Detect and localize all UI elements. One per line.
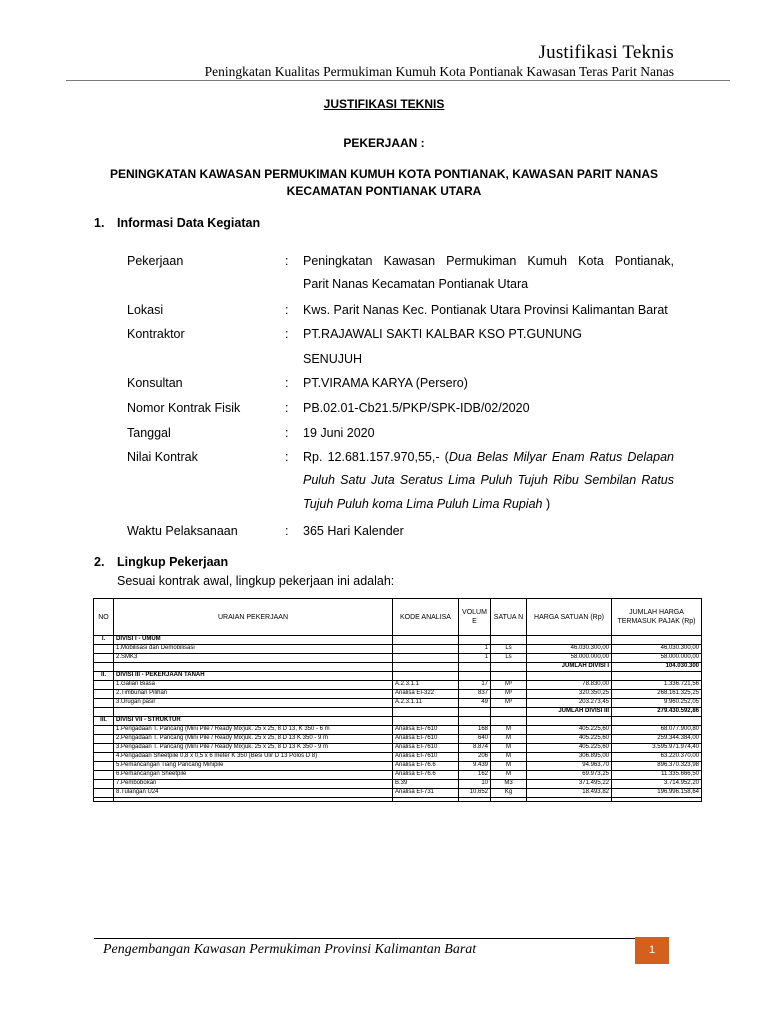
cell-harga: 405.225,60 <box>527 744 612 753</box>
field-label: Waktu Pelaksanaan <box>127 524 238 538</box>
cell-desc: DIVISI III - PEKERJAAN TANAH <box>114 672 393 681</box>
header-kode: KODE ANALISA <box>393 599 459 636</box>
cell-vol: 17 <box>459 681 491 690</box>
field-value: PT.VIRAMA KARYA (Persero) <box>303 376 468 390</box>
cell-desc: 4.Pengadaan Sheetpile 0,8 x 0,5 x 6 meter K 350 (Besi Ulir D 13 Polos D 8) <box>114 753 393 762</box>
cell-kode: A.2.3.1.1 <box>393 681 459 690</box>
cell-empty <box>94 798 114 802</box>
cell-no <box>94 771 114 780</box>
table-row <box>94 690 702 699</box>
cell-desc: 1.Mobilisasi dan Demobilisasi <box>114 645 393 654</box>
cell-kode: A.2.3.1.11 <box>393 699 459 708</box>
field-colon: : <box>285 401 289 415</box>
cell-harga <box>527 672 612 681</box>
amount-in-words-cont: Puluh Satu Juta Seratus Lima Puluh Tujuh Ribu Sembilan Ratus <box>303 473 674 487</box>
cell-sat: Kg <box>491 789 527 798</box>
cell-empty <box>393 798 459 802</box>
cell-vol <box>459 708 491 717</box>
cell-empty <box>612 798 702 802</box>
cell-no <box>94 690 114 699</box>
cell-vol <box>459 636 491 645</box>
cell-jumlah: 63.220.370,00 <box>612 753 702 762</box>
cell-vol: 49 <box>459 699 491 708</box>
table-row <box>94 735 702 744</box>
table-body <box>94 636 702 802</box>
cell-no <box>94 744 114 753</box>
field-colon: : <box>285 524 289 538</box>
cell-sat <box>491 663 527 672</box>
table-subtotal-row <box>94 708 702 717</box>
cell-harga: 405.225,60 <box>527 735 612 744</box>
cell-jumlah: 259.344.384,00 <box>612 735 702 744</box>
field-label: Pekerjaan <box>127 254 184 268</box>
close-paren: ) <box>545 497 551 511</box>
cell-vol: 10.652 <box>459 789 491 798</box>
header-volume: VOLUM E <box>459 599 491 636</box>
table-row <box>94 681 702 690</box>
cell-sat: M³ <box>491 690 527 699</box>
cell-jumlah: 196.996.158,64 <box>612 789 702 798</box>
cell-sat: M <box>491 753 527 762</box>
field-label: Nilai Kontrak <box>127 450 198 464</box>
table-header-row <box>94 599 702 636</box>
table-end-row <box>94 798 702 802</box>
cell-harga: 46.030.300,00 <box>527 645 612 654</box>
field-colon: : <box>285 303 289 317</box>
cell-sat: M3 <box>491 780 527 789</box>
cell-kode <box>393 663 459 672</box>
field-nilai-kontrak <box>127 450 674 520</box>
cell-harga: 371.495,22 <box>527 780 612 789</box>
cell-jumlah <box>612 672 702 681</box>
table-row <box>94 699 702 708</box>
field-colon: : <box>285 376 289 390</box>
cell-no: III. <box>94 717 114 726</box>
cell-desc: DIVISI VII - STRUKTUR <box>114 717 393 726</box>
cell-kode <box>393 645 459 654</box>
cell-vol: 9.439 <box>459 762 491 771</box>
cell-harga: 306.895,00 <box>527 753 612 762</box>
cell-jumlah <box>612 636 702 645</box>
page-number: 1 <box>635 937 669 964</box>
field-value-cont: SENUJUH <box>303 352 363 366</box>
table-row <box>94 789 702 798</box>
header-jumlah: JUMLAH HARGA TERMASUK PAJAK (Rp) <box>612 599 702 636</box>
cell-desc <box>114 708 393 717</box>
cell-desc: 5.Pemancangan Tiang Pancang Minipile <box>114 762 393 771</box>
footer-text: Pengembangan Kawasan Permukiman Provinsi Kalimantan Barat <box>103 942 477 957</box>
cell-kode <box>393 708 459 717</box>
field-label: Kontraktor <box>127 327 185 341</box>
cell-desc: 2.SMK3 <box>114 654 393 663</box>
cell-harga: JUMLAH DIVISI III <box>527 708 612 717</box>
field-label: Tanggal <box>127 426 171 440</box>
field-value: Peningkatan Kawasan Permukiman Kumuh Kota Pontianak, <box>303 254 674 268</box>
cell-jumlah: 104.030.300 <box>612 663 702 672</box>
header-no: NO <box>94 599 114 636</box>
cell-jumlah: 9.960.252,05 <box>612 699 702 708</box>
cell-sat: Ls <box>491 645 527 654</box>
field-value: PT.RAJAWALI SAKTI KALBAR KSO PT.GUNUNG <box>303 327 582 341</box>
cell-jumlah: 58.000.000,00 <box>612 654 702 663</box>
cell-kode: Analisa EI-731 <box>393 789 459 798</box>
cell-harga: 320.350,25 <box>527 690 612 699</box>
cell-empty <box>527 798 612 802</box>
field-colon: : <box>285 327 289 341</box>
section2-number: 2. <box>94 555 105 569</box>
field-colon: : <box>285 450 289 464</box>
table-division-row <box>94 717 702 726</box>
field-label: Lokasi <box>127 303 164 317</box>
cell-sat: M³ <box>491 699 527 708</box>
cell-vol: 168 <box>459 726 491 735</box>
cell-no: II. <box>94 672 114 681</box>
cell-harga <box>527 717 612 726</box>
project-title-line1: PENINGKATAN KAWASAN PERMUKIMAN KUMUH KOTA PONTIANAK, KAWASAN PARIT NANAS <box>110 167 658 181</box>
cell-kode: Analisa EI-322 <box>393 690 459 699</box>
cell-desc: 2.Timbunan Pilihan <box>114 690 393 699</box>
cell-desc <box>114 663 393 672</box>
cell-sat: M <box>491 762 527 771</box>
cell-desc: 3.Urugan pasir <box>114 699 393 708</box>
cell-no <box>94 654 114 663</box>
cell-harga: 405.225,60 <box>527 726 612 735</box>
cell-no <box>94 789 114 798</box>
field-value: 365 Hari Kalender <box>303 524 404 538</box>
cell-jumlah: 11.335.666,50 <box>612 771 702 780</box>
cell-vol: 10 <box>459 780 491 789</box>
table-division-row <box>94 672 702 681</box>
section1-title: Informasi Data Kegiatan <box>117 216 261 230</box>
cell-harga: 78.830,00 <box>527 681 612 690</box>
amount-in-words-last: Tujuh Puluh koma Lima Puluh Lima Rupiah <box>303 497 543 511</box>
cell-jumlah <box>612 717 702 726</box>
cell-no <box>94 645 114 654</box>
cell-vol: 640 <box>459 735 491 744</box>
contract-amount: Rp. 12.681.157.970,55,- <box>303 450 440 464</box>
boq-table <box>93 598 701 802</box>
cell-no <box>94 780 114 789</box>
cell-kode <box>393 717 459 726</box>
cell-desc: 2.Pengadaan T. Pancang (Mini Pile / Ready Mix)uk. 25 x 25, 8 D 13 K 350 - 9 m <box>114 735 393 744</box>
header-rule <box>66 80 730 81</box>
cell-jumlah: 896.370.323,98 <box>612 762 702 771</box>
cell-kode: Analisa EI-7610 <box>393 753 459 762</box>
cell-desc: 1.Galian Biasa <box>114 681 393 690</box>
cell-vol: 8.874 <box>459 744 491 753</box>
cell-vol <box>459 717 491 726</box>
cell-sat: Ls <box>491 654 527 663</box>
cell-jumlah: 46.030.300,00 <box>612 645 702 654</box>
table-row <box>94 771 702 780</box>
cell-no <box>94 663 114 672</box>
cell-harga: 69.973,25 <box>527 771 612 780</box>
field-label: Nomor Kontrak Fisik <box>127 401 241 415</box>
field-value <box>303 450 674 464</box>
cell-harga: JUMLAH DIVISI I <box>527 663 612 672</box>
cell-sat: M <box>491 744 527 753</box>
footer-rule <box>94 938 636 939</box>
cell-no <box>94 726 114 735</box>
field-value: PB.02.01-Cb21.5/PKP/SPK-IDB/02/2020 <box>303 401 530 415</box>
cell-no <box>94 753 114 762</box>
cell-desc: 6.Pemancangan Sheetpile <box>114 771 393 780</box>
cell-empty <box>114 798 393 802</box>
table-row <box>94 726 702 735</box>
table-subtotal-row <box>94 663 702 672</box>
cell-kode: Analisa EI-7610 <box>393 726 459 735</box>
header-harga: HARGA SATUAN (Rp) <box>527 599 612 636</box>
header-uraian: URAIAN PEKERJAAN <box>114 599 393 636</box>
field-value-cont: Parit Nanas Kecamatan Pontianak Utara <box>303 277 529 291</box>
cell-sat <box>491 636 527 645</box>
cell-vol: 837 <box>459 690 491 699</box>
cell-no: I. <box>94 636 114 645</box>
cell-vol <box>459 672 491 681</box>
cell-kode: Analisa EI-7610 <box>393 744 459 753</box>
section1-number: 1. <box>94 216 105 230</box>
amount-in-words-end <box>303 497 674 511</box>
cell-sat <box>491 708 527 717</box>
header-title: Justifikasi Teknis <box>538 42 674 63</box>
section2-title: Lingkup Pekerjaan <box>117 555 229 569</box>
cell-empty <box>491 798 527 802</box>
cell-sat: M <box>491 735 527 744</box>
field-pekerjaan <box>127 254 674 294</box>
table-row <box>94 654 702 663</box>
cell-kode <box>393 672 459 681</box>
cell-kode <box>393 654 459 663</box>
pekerjaan-label: PEKERJAAN : <box>343 136 425 150</box>
cell-sat: M³ <box>491 681 527 690</box>
section2-heading <box>94 555 228 569</box>
cell-jumlah: 1.336.721,56 <box>612 681 702 690</box>
open-paren: ( <box>444 450 449 464</box>
table-division-row <box>94 636 702 645</box>
cell-no <box>94 762 114 771</box>
field-value: Kws. Parit Nanas Kec. Pontianak Utara Provinsi Kalimantan Barat <box>303 303 668 317</box>
cell-vol: 206 <box>459 753 491 762</box>
cell-kode: Analisa EI-76.6 <box>393 762 459 771</box>
amount-in-words: Dua Belas Milyar Enam Ratus Delapan <box>448 450 674 464</box>
header-satuan: SATUA N <box>491 599 527 636</box>
table-row <box>94 645 702 654</box>
field-colon: : <box>285 426 289 440</box>
cell-no <box>94 699 114 708</box>
table-row <box>94 753 702 762</box>
cell-vol: 162 <box>459 771 491 780</box>
section1-heading <box>94 216 260 230</box>
field-value: 19 Juni 2020 <box>303 426 375 440</box>
cell-desc: 3.Pengadaan T. Pancang (Mini Pile / Ready Mix)uk. 25 x 25, 8 D 13 K 350 - 9 m <box>114 744 393 753</box>
cell-harga: 18.493,82 <box>527 789 612 798</box>
doc-heading: JUSTIFIKASI TEKNIS <box>323 97 445 111</box>
cell-desc: 8.Tulangan U24 <box>114 789 393 798</box>
cell-jumlah: 3.714.952,20 <box>612 780 702 789</box>
cell-harga: 203.273,45 <box>527 699 612 708</box>
cell-harga: 58.000.000,00 <box>527 654 612 663</box>
cell-vol: 1 <box>459 645 491 654</box>
cell-vol <box>459 663 491 672</box>
cell-kode <box>393 636 459 645</box>
table-row <box>94 780 702 789</box>
table-row <box>94 744 702 753</box>
cell-desc: 7.Pembobokan <box>114 780 393 789</box>
cell-sat: M <box>491 771 527 780</box>
field-colon: : <box>285 254 289 268</box>
project-title-line2: KECAMATAN PONTIANAK UTARA <box>286 184 482 198</box>
cell-harga <box>527 636 612 645</box>
field-label: Konsultan <box>127 376 183 390</box>
cell-sat <box>491 717 527 726</box>
cell-empty <box>459 798 491 802</box>
section2-intro: Sesuai kontrak awal, lingkup pekerjaan ini adalah: <box>117 574 395 588</box>
cell-kode: Analisa EI-7610 <box>393 735 459 744</box>
cell-harga: 94.963,70 <box>527 762 612 771</box>
cell-desc: 1.Pengadaan T. Pancang (Mini Pile / Ready Mix)uk. 25 x 25, 8 D 13, K 350 - 6 m <box>114 726 393 735</box>
cell-kode: Analisa EI-76.6 <box>393 771 459 780</box>
cell-jumlah: 279.430.592,86 <box>612 708 702 717</box>
cell-no <box>94 681 114 690</box>
cell-jumlah: 268.161.325,25 <box>612 690 702 699</box>
cell-no <box>94 735 114 744</box>
cell-sat <box>491 672 527 681</box>
cell-sat: M <box>491 726 527 735</box>
table-row <box>94 762 702 771</box>
header-subtitle: Peningkatan Kualitas Permukiman Kumuh Kota Pontianak Kawasan Teras Parit Nanas <box>204 64 674 79</box>
cell-jumlah: 3.595.971.974,40 <box>612 744 702 753</box>
cell-no <box>94 708 114 717</box>
cell-kode: B.39 <box>393 780 459 789</box>
cell-desc: DIVISI I - UMUM <box>114 636 393 645</box>
cell-vol: 1 <box>459 654 491 663</box>
cell-jumlah: 68.077.900,80 <box>612 726 702 735</box>
